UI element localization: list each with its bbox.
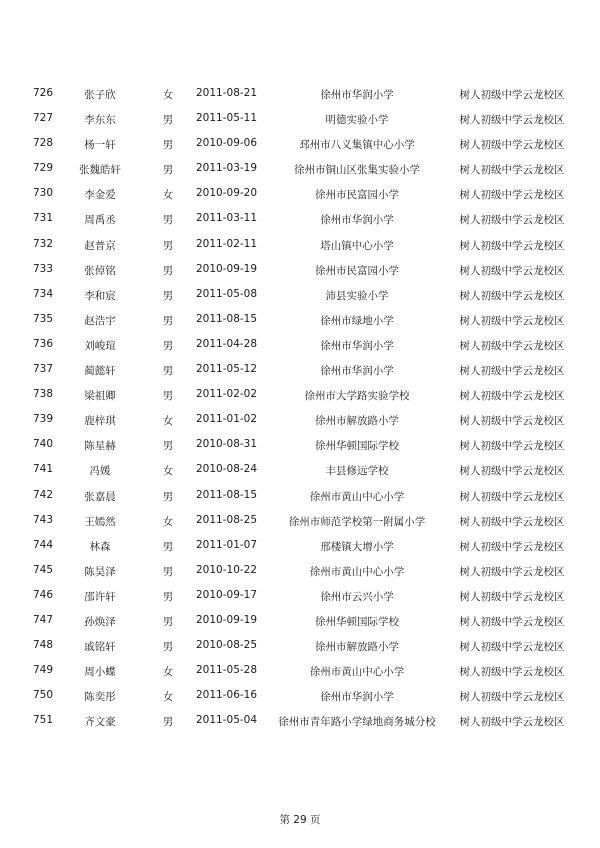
student-name: 杨一轩 — [84, 139, 116, 152]
student-name: 张子欣 — [84, 89, 116, 101]
table-row — [0, 182, 600, 207]
primary-school: 徐州市绿地小学 — [320, 314, 394, 327]
primary-school: 徐州市大学路实验学校 — [304, 390, 410, 403]
birth-date: 2011-03-11 — [196, 212, 258, 225]
birth-date: 2011-08-15 — [196, 488, 258, 501]
assigned-school: 树人初级中学云龙校区 — [459, 289, 565, 302]
birth-date: 2011-03-19 — [196, 162, 258, 175]
primary-school: 徐州市解放路小学 — [315, 415, 399, 428]
assigned-school: 树人初级中学云龙校区 — [459, 139, 565, 152]
student-sex: 男 — [162, 641, 174, 654]
student-sex: 男 — [162, 114, 174, 127]
table-row — [0, 157, 600, 182]
student-name: 林森 — [89, 540, 111, 553]
table-row — [0, 684, 600, 709]
student-sex: 女 — [162, 189, 174, 202]
table-row — [0, 709, 600, 734]
birth-date: 2010-08-31 — [196, 438, 258, 451]
student-name: 蔺懿轩 — [84, 365, 116, 378]
student-name: 周禹丞 — [84, 214, 116, 227]
student-sex: 男 — [162, 440, 174, 453]
student-name: 李东东 — [84, 114, 116, 127]
row-number: 731 — [33, 212, 54, 225]
birth-date: 2010-09-19 — [196, 613, 258, 626]
assigned-school: 树人初级中学云龙校区 — [459, 716, 565, 729]
row-number: 741 — [33, 463, 54, 476]
assigned-school: 树人初级中学云龙校区 — [459, 214, 565, 227]
row-number: 739 — [33, 413, 54, 426]
student-sex: 男 — [162, 716, 174, 729]
assigned-school: 树人初级中学云龙校区 — [459, 189, 565, 202]
primary-school: 徐州华顿国际学校 — [315, 615, 399, 628]
table-row — [0, 458, 600, 483]
student-name: 张魏皓轩 — [79, 164, 121, 177]
student-sex: 男 — [162, 365, 174, 378]
assigned-school: 树人初级中学云龙校区 — [459, 89, 565, 101]
student-sex: 男 — [162, 390, 174, 403]
student-sex: 女 — [162, 515, 174, 528]
birth-date: 2010-08-25 — [196, 639, 258, 652]
primary-school: 徐州市民富园小学 — [315, 264, 399, 277]
primary-school: 徐州市华润小学 — [320, 691, 394, 704]
assigned-school: 树人初级中学云龙校区 — [459, 465, 565, 478]
table-row — [0, 509, 600, 534]
row-number: 730 — [33, 187, 54, 200]
student-name: 冯媛 — [89, 465, 111, 478]
student-sex: 男 — [162, 314, 174, 327]
primary-school: 沛县实验小学 — [325, 289, 389, 302]
row-number: 749 — [33, 664, 54, 677]
table-row — [0, 258, 600, 283]
row-number: 734 — [33, 287, 54, 300]
primary-school: 徐州市黄山中心小学 — [309, 565, 405, 578]
student-name: 戚铭轩 — [84, 641, 116, 654]
row-number: 728 — [33, 137, 54, 150]
primary-school: 徐州市青年路小学绿地商务城分校 — [278, 716, 436, 729]
birth-date: 2011-01-07 — [196, 538, 258, 551]
birth-date: 2011-04-28 — [196, 337, 258, 350]
assigned-school: 树人初级中学云龙校区 — [459, 590, 565, 603]
row-number: 748 — [33, 639, 54, 652]
student-name: 李和宸 — [84, 289, 116, 302]
row-number: 726 — [33, 87, 54, 99]
assigned-school: 树人初级中学云龙校区 — [459, 365, 565, 378]
student-name: 梁祖卿 — [84, 390, 116, 403]
student-sex: 男 — [162, 565, 174, 578]
birth-date: 2011-05-04 — [196, 714, 258, 727]
student-name: 张嘉晨 — [84, 490, 116, 503]
table-row — [0, 207, 600, 232]
birth-date: 2010-09-17 — [196, 588, 258, 601]
row-number: 737 — [33, 363, 54, 376]
assigned-school: 树人初级中学云龙校区 — [459, 114, 565, 127]
student-name: 陈昊泽 — [84, 565, 116, 578]
table-row — [0, 333, 600, 358]
row-number: 729 — [33, 162, 54, 175]
row-number: 732 — [33, 237, 54, 250]
assigned-school: 树人初级中学云龙校区 — [459, 440, 565, 453]
student-name: 赵普京 — [84, 239, 116, 252]
student-sex: 男 — [162, 615, 174, 628]
row-number: 745 — [33, 563, 54, 576]
primary-school: 塔山镇中心小学 — [320, 239, 394, 252]
student-name: 陈星赫 — [84, 440, 116, 453]
page-number: 第 29 页 — [279, 814, 321, 826]
student-name: 张倬铭 — [84, 264, 116, 277]
primary-school: 徐州市华润小学 — [320, 365, 394, 378]
row-number: 736 — [33, 337, 54, 350]
student-name: 李金爱 — [84, 189, 116, 202]
table-row — [0, 82, 600, 107]
student-sex: 男 — [162, 490, 174, 503]
student-sex: 男 — [162, 264, 174, 277]
primary-school: 徐州市华润小学 — [320, 89, 394, 101]
assigned-school: 树人初级中学云龙校区 — [459, 615, 565, 628]
assigned-school: 树人初级中学云龙校区 — [459, 666, 565, 679]
primary-school: 徐州市华润小学 — [320, 339, 394, 352]
birth-date: 2011-08-15 — [196, 312, 258, 325]
birth-date: 2010-09-06 — [196, 137, 258, 150]
birth-date: 2011-01-02 — [196, 413, 258, 426]
birth-date: 2010-09-20 — [196, 187, 258, 200]
student-sex: 女 — [162, 415, 174, 428]
primary-school: 徐州市华润小学 — [320, 214, 394, 227]
birth-date: 2011-06-16 — [196, 689, 258, 702]
table-row — [0, 358, 600, 383]
assigned-school: 树人初级中学云龙校区 — [459, 641, 565, 654]
table-row — [0, 559, 600, 584]
student-sex: 男 — [162, 164, 174, 177]
student-sex: 男 — [162, 590, 174, 603]
table-row — [0, 283, 600, 308]
primary-school: 徐州华顿国际学校 — [315, 440, 399, 453]
row-number: 743 — [33, 513, 54, 526]
primary-school: 徐州市黄山中心小学 — [309, 490, 405, 503]
student-name: 齐文豪 — [84, 716, 116, 729]
row-number: 751 — [33, 714, 54, 727]
student-name: 赵浩宇 — [84, 314, 116, 327]
table-row — [0, 383, 600, 408]
birth-date: 2011-05-12 — [196, 363, 258, 376]
student-sex: 女 — [162, 89, 174, 101]
birth-date: 2011-02-11 — [196, 237, 258, 250]
birth-date: 2011-05-11 — [196, 112, 258, 125]
table-row — [0, 534, 600, 559]
row-number: 750 — [33, 689, 54, 702]
primary-school: 丰县修远学校 — [325, 465, 389, 478]
birth-date: 2011-08-25 — [196, 513, 258, 526]
student-sex: 女 — [162, 666, 174, 679]
assigned-school: 树人初级中学云龙校区 — [459, 390, 565, 403]
student-name: 邵许轩 — [84, 590, 116, 603]
assigned-school: 树人初级中学云龙校区 — [459, 540, 565, 553]
primary-school: 徐州市铜山区张集实验小学 — [294, 164, 420, 177]
table-row — [0, 308, 600, 333]
row-number: 746 — [33, 588, 54, 601]
primary-school: 徐州市解放路小学 — [315, 641, 399, 654]
row-number: 735 — [33, 312, 54, 325]
table-row — [0, 584, 600, 609]
student-sex: 男 — [162, 289, 174, 302]
assigned-school: 树人初级中学云龙校区 — [459, 264, 565, 277]
table-row — [0, 609, 600, 634]
student-sex: 男 — [162, 540, 174, 553]
assigned-school: 树人初级中学云龙校区 — [459, 339, 565, 352]
assigned-school: 树人初级中学云龙校区 — [459, 565, 565, 578]
student-name: 王嫣然 — [84, 515, 116, 528]
student-name: 孙焕泽 — [84, 615, 116, 628]
assigned-school: 树人初级中学云龙校区 — [459, 691, 565, 704]
student-name: 周小蝶 — [84, 666, 116, 679]
student-sex: 男 — [162, 339, 174, 352]
row-number: 733 — [33, 262, 54, 275]
student-name: 鹿梓琪 — [84, 415, 116, 428]
assigned-school: 树人初级中学云龙校区 — [459, 490, 565, 503]
primary-school: 邳州市八义集镇中心小学 — [299, 139, 415, 152]
student-name: 刘峻瑄 — [84, 339, 116, 352]
primary-school: 徐州市云兴小学 — [320, 590, 394, 603]
table-row — [0, 107, 600, 132]
row-number: 742 — [33, 488, 54, 501]
row-number: 747 — [33, 613, 54, 626]
table-row — [0, 484, 600, 509]
student-sex: 男 — [162, 139, 174, 152]
assigned-school: 树人初级中学云龙校区 — [459, 164, 565, 177]
table-row — [0, 132, 600, 157]
student-table — [0, 82, 600, 734]
birth-date: 2011-02-02 — [196, 388, 258, 401]
row-number: 744 — [33, 538, 54, 551]
birth-date: 2011-08-21 — [196, 87, 258, 99]
assigned-school: 树人初级中学云龙校区 — [459, 239, 565, 252]
birth-date: 2011-05-08 — [196, 287, 258, 300]
table-row — [0, 659, 600, 684]
birth-date: 2010-09-19 — [196, 262, 258, 275]
row-number: 740 — [33, 438, 54, 451]
assigned-school: 树人初级中学云龙校区 — [459, 415, 565, 428]
birth-date: 2010-10-22 — [196, 563, 258, 576]
table-row — [0, 233, 600, 258]
student-sex: 男 — [162, 214, 174, 227]
assigned-school: 树人初级中学云龙校区 — [459, 515, 565, 528]
student-sex: 女 — [162, 465, 174, 478]
primary-school: 邢楼镇大增小学 — [320, 540, 394, 553]
primary-school: 明德实验小学 — [325, 114, 389, 127]
birth-date: 2011-05-28 — [196, 664, 258, 677]
student-name: 陈奕彤 — [84, 691, 116, 704]
assigned-school: 树人初级中学云龙校区 — [459, 314, 565, 327]
row-number: 738 — [33, 388, 54, 401]
birth-date: 2010-08-24 — [196, 463, 258, 476]
table-row — [0, 408, 600, 433]
primary-school: 徐州市师范学校第一附属小学 — [288, 515, 426, 528]
student-sex: 男 — [162, 239, 174, 252]
primary-school: 徐州市民富园小学 — [315, 189, 399, 202]
primary-school: 徐州市黄山中心小学 — [309, 666, 405, 679]
table-row — [0, 634, 600, 659]
table-row — [0, 433, 600, 458]
row-number: 727 — [33, 112, 54, 125]
student-sex: 女 — [162, 691, 174, 704]
